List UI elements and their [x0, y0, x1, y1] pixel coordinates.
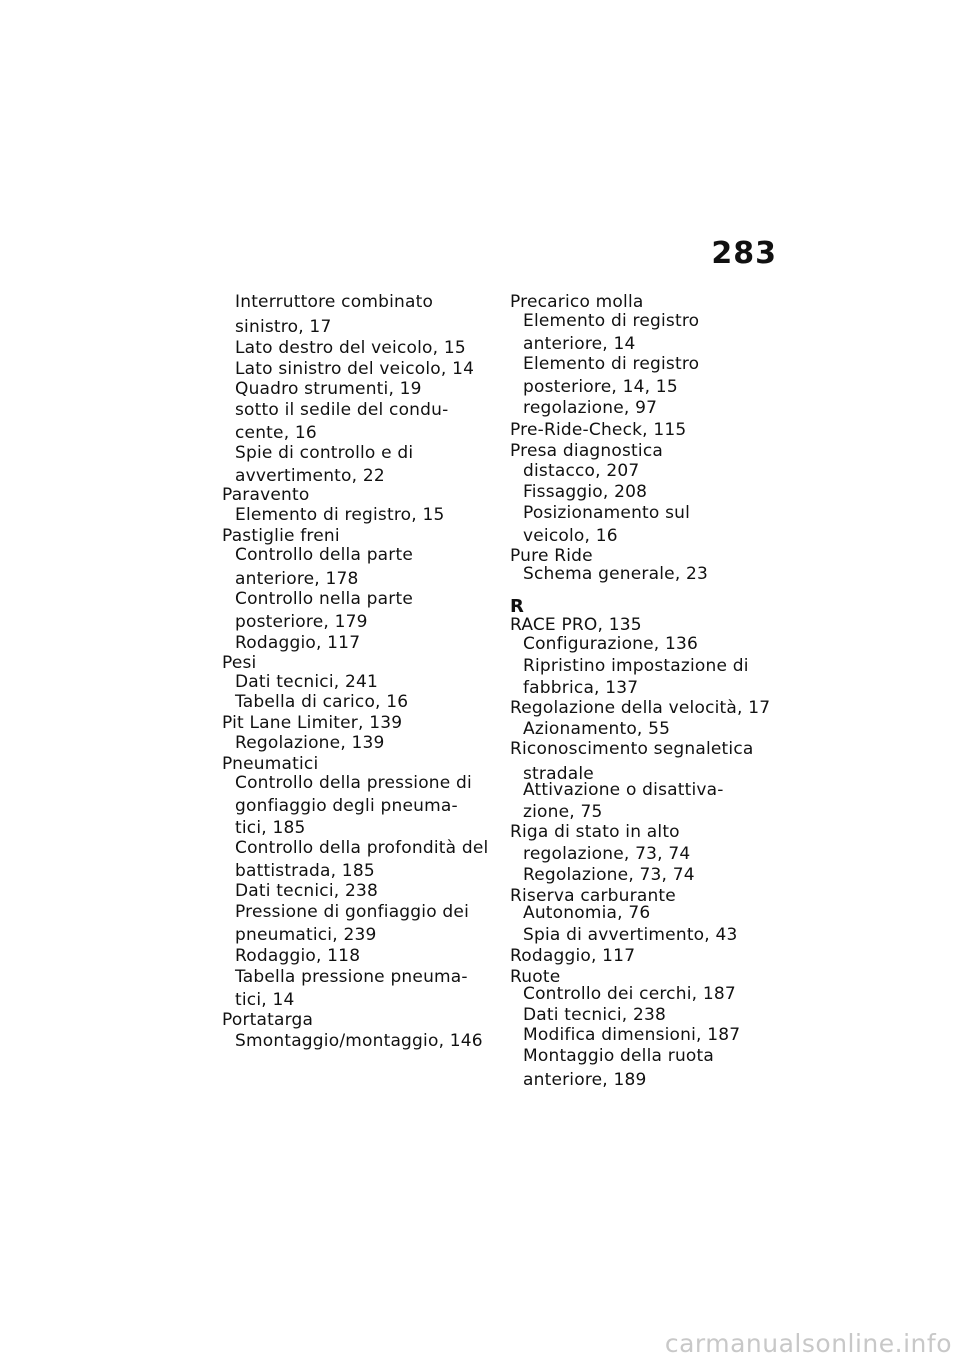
index-subentry: Controllo della parte: [235, 545, 414, 565]
index-subentry: pneumatici, 239: [235, 925, 377, 945]
index-subentry: Posizionamento sul: [523, 503, 691, 523]
index-entry: Pesi: [222, 653, 257, 673]
index-entry: Riga di stato in alto: [510, 822, 680, 842]
index-subentry: Elemento di registro, 15: [235, 505, 445, 525]
index-subentry: Regolazione, 73, 74: [523, 865, 695, 885]
index-subentry: anteriore, 178: [235, 569, 359, 589]
index-subentry: Elemento di registro: [523, 311, 700, 331]
index-entry: Paravento: [222, 485, 310, 505]
index-subentry: sotto il sedile del condu-: [235, 400, 449, 420]
index-subentry: fabbrica, 137: [523, 678, 639, 698]
index-subentry: Spie di controllo e di: [235, 443, 414, 463]
index-subentry: Dati tecnici, 238: [523, 1005, 666, 1025]
index-subentry: gonfiaggio degli pneuma-: [235, 796, 458, 816]
index-subentry: Ripristino impostazione di: [523, 656, 749, 676]
index-subentry: Regolazione, 139: [235, 733, 385, 753]
page-number: 283: [711, 236, 777, 271]
index-subentry: cente, 16: [235, 423, 317, 443]
index-entry: Ruote: [510, 967, 561, 987]
index-subentry: stradale: [523, 764, 594, 784]
index-entry: Rodaggio, 117: [510, 946, 636, 966]
index-entry: Pure Ride: [510, 546, 593, 566]
index-entry: Pit Lane Limiter, 139: [222, 713, 403, 733]
index-subentry: Controllo della pressione di: [235, 773, 472, 793]
index-entry: Precarico molla: [510, 292, 644, 312]
index-subentry: anteriore, 189: [523, 1070, 647, 1090]
index-subentry: Attivazione o disattiva-: [523, 780, 724, 800]
index-subentry: Controllo dei cerchi, 187: [523, 984, 736, 1004]
index-section-letter: R: [510, 596, 525, 617]
index-subentry: Modifica dimensioni, 187: [523, 1025, 741, 1045]
index-subentry: regolazione, 97: [523, 398, 658, 418]
index-subentry: Rodaggio, 117: [235, 633, 361, 653]
index-subentry: Spia di avvertimento, 43: [523, 925, 738, 945]
watermark: carmanualsonline.info: [664, 1329, 952, 1358]
index-entry: RACE PRO, 135: [510, 615, 642, 635]
index-subentry: Configurazione, 136: [523, 634, 699, 654]
index-entry: Pneumatici: [222, 754, 319, 774]
index-subentry: anteriore, 14: [523, 334, 636, 354]
index-subentry: Tabella di carico, 16: [235, 692, 409, 712]
index-subentry: veicolo, 16: [523, 526, 618, 546]
index-entry: Regolazione della velocità, 17: [510, 698, 771, 718]
index-subentry: Interruttore combinato: [235, 292, 434, 312]
index-subentry: Montaggio della ruota: [523, 1046, 715, 1066]
index-subentry: Controllo della profondità del: [235, 838, 489, 858]
index-subentry: distacco, 207: [523, 461, 640, 481]
index-entry: Portatarga: [222, 1010, 314, 1030]
index-subentry: Lato destro del veicolo, 15: [235, 338, 466, 358]
index-subentry: Fissaggio, 208: [523, 482, 648, 502]
index-subentry: Dati tecnici, 241: [235, 672, 378, 692]
index-subentry: tici, 14: [235, 990, 295, 1010]
index-subentry: posteriore, 14, 15: [523, 377, 678, 397]
index-subentry: Lato sinistro del veicolo, 14: [235, 359, 475, 379]
index-entry: Presa diagnostica: [510, 441, 664, 461]
index-subentry: regolazione, 73, 74: [523, 844, 691, 864]
index-subentry: Controllo nella parte: [235, 589, 414, 609]
index-subentry: Smontaggio/montaggio, 146: [235, 1031, 483, 1051]
index-entry: Pre-Ride-Check, 115: [510, 420, 687, 440]
index-subentry: Dati tecnici, 238: [235, 881, 378, 901]
index-subentry: battistrada, 185: [235, 861, 375, 881]
index-entry: Pastiglie freni: [222, 526, 340, 546]
index-subentry: Pressione di gonfiaggio dei: [235, 902, 469, 922]
index-subentry: sinistro, 17: [235, 317, 332, 337]
index-subentry: Schema generale, 23: [523, 564, 709, 584]
index-subentry: Tabella pressione pneuma-: [235, 967, 468, 987]
index-subentry: posteriore, 179: [235, 612, 368, 632]
index-subentry: Rodaggio, 118: [235, 946, 361, 966]
index-subentry: tici, 185: [235, 818, 306, 838]
index-entry: Riconoscimento segnaletica: [510, 739, 754, 759]
index-subentry: Elemento di registro: [523, 354, 700, 374]
index-subentry: avvertimento, 22: [235, 466, 385, 486]
index-subentry: Quadro strumenti, 19: [235, 379, 422, 399]
index-subentry: zione, 75: [523, 802, 603, 822]
index-subentry: Autonomia, 76: [523, 903, 651, 923]
index-subentry: Azionamento, 55: [523, 719, 671, 739]
index-entry: Riserva carburante: [510, 886, 676, 906]
